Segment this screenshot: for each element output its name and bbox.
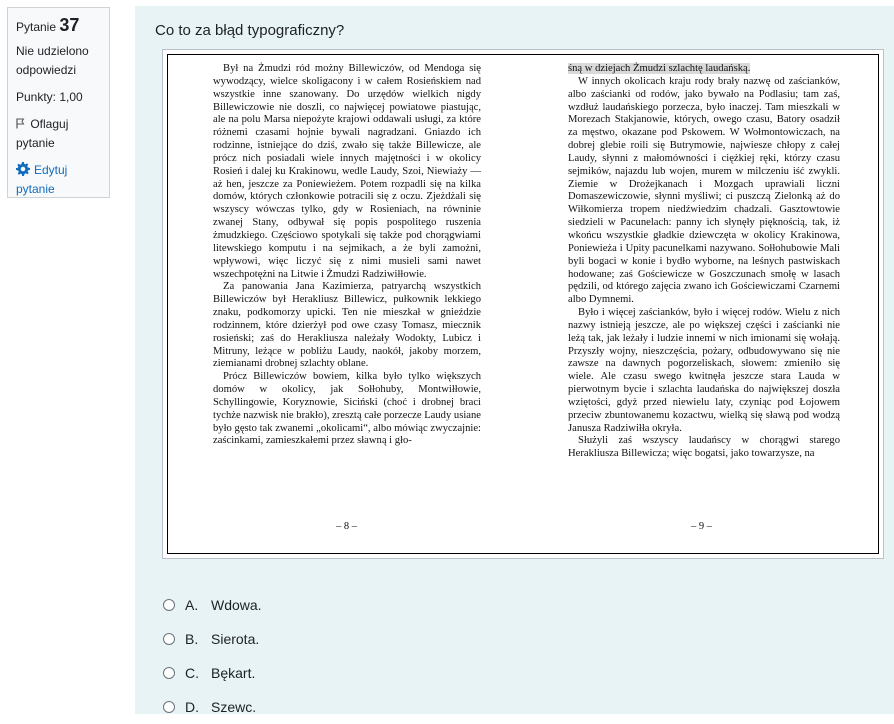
flag-label-line1: Oflaguj — [30, 117, 69, 131]
book-spread — [167, 54, 879, 554]
radio-icon[interactable] — [163, 633, 175, 645]
status-line1: Nie udzielono — [16, 44, 89, 58]
status-line2: odpowiedzi — [16, 63, 77, 77]
right-paragraph: Służyli zaś wszyscy laudańscy w chorągwi starego Herakliusza Billewicza; więc bogatsi, jako towarzysze, na — [568, 435, 840, 460]
left-page — [213, 63, 481, 448]
right-paragraph: W innych okolicach kraju rody brały nazwę od zaścianków, albo zaścianki od rodów, jako bywało na Podlasiu; tam zaś, wzdłuż laudańskiego porzecza, było inaczej. Tam mieszkali w Morezach Stakjanowie, których, owego czasu, Batory osadził za męstwo, okazane pod Pskowem. W Wołmontowiczach, na dobrej glebie roili się Butrymowie, najwiesze chłopy z całej Laudy, słynni z małomówności i ciężkiej ręki, którzy czasu sejmików, najazdu lub wojen, murem w milczeniu iść zwykli. Ziemie w Drożejkanach i Mozgach uprawiali liczni Domaszewiczowie, słynni myśliwi; ci puszczą Zielonką aż do Wiłkomierza tropem niedźwiedzim chadzali. Gasztowtowie siedzieli w Pacunelach: panny ich słynęły pięknością, tak, iż wkońcu wszystkie gładkie dziewczęta w okolicy Krakinowa, Poniewieża i Upity pacunelkami nazywano. Sołłohubowie Mali byli bogaci w konie i bydło wyborne, na leśnych pastwiskach hodowane; zaś Gościewicze w Goszczunach smołę w lasach pędzili, od którego zajęcia zwano ich Gościewiczami Czarnemi albo Dymnemi. — [568, 75, 840, 306]
answer-option-d[interactable] — [163, 690, 262, 724]
answer-text: Szewc. — [211, 699, 257, 715]
question-text: Co to za błąd typograficzny? — [155, 22, 345, 39]
answer-options — [163, 588, 262, 724]
answer-letter: C. — [185, 665, 199, 681]
edit-label-line2: pytanie — [16, 182, 55, 196]
answer-option-a[interactable] — [163, 588, 262, 622]
left-paragraph: Prócz Billewiczów bowiem, kilka było tylko większych domów w okolicy, jak Sołłohuby, Montwiłłowie, Schyllingowie, Koryznowie, Siciński (choć i drobnej braci tychże nazwisk nie brakło), zresztą całe porzecze Laudy usiane było gęsto tak zwanemi „okolicami“, albo mówiąc zwyczajnie: zaścinkami, zamieszkałemi przez sławną i gło- — [213, 371, 481, 447]
flag-icon — [16, 118, 25, 129]
right-page — [568, 63, 840, 461]
cog-icon — [16, 162, 30, 176]
question-number — [16, 15, 101, 36]
radio-icon[interactable] — [163, 599, 175, 611]
question-label: Pytanie — [16, 20, 57, 34]
edit-question-link[interactable] — [16, 161, 101, 199]
answer-text: Bękart. — [211, 665, 256, 681]
answer-text: Sierota. — [211, 631, 260, 647]
question-status — [16, 42, 101, 80]
answer-option-b[interactable] — [163, 622, 262, 656]
left-page-number: – 8 – — [336, 521, 357, 532]
highlighted-widow-line: śną w dziejach Żmudzi szlachtę laudańską. — [568, 63, 751, 74]
flag-label-line2: pytanie — [16, 136, 55, 150]
left-paragraph: Był na Żmudzi ród możny Billewiczów, od Mendoga się wywodzący, wielce skoligacony i w całem Rosieńskiem nad wszystkie inne szanowany. Do urzędów wielkich nigdy Billewiczowie nie doszli, co najwięcej powiatowe piastując, ale na polu Marsa niepożyte krajowi oddawali usługi, za które różnemi czasami hojnie bywali nagradzani. Gniazdo ich rodzinne, istniejące do dziś, zwało się także Billewicze, ale prócz nich posiadali wiele innych majętności i w okolicy Rosień i dalej ku Krakinowu, wedle Laudy, Szoi, Niewiaży — aż hen, jeszcze za Poniewieżem. Potem rozpadli się na kilka domów, których członkowie potracili się z oczu. Zjeżdżali się wszyscy wówczas tylko, gdy w Rosieniach, na równinie zwanej Stany, odbywał się popis pospolitego ruszenia żmudzkiego. Częściowo spotykali się także pod chorągwiami litewskiego komputu i na sejmikach, a że byli zamożni, wpływowi, więc liczyć się z nimi musieli sami nawet wszechpotężni na Litwie i Żmudzi Radziwiłłowie. — [213, 63, 481, 280]
answer-letter: A. — [185, 597, 199, 613]
question-info-panel — [7, 7, 110, 198]
answer-text: Wdowa. — [211, 597, 262, 613]
radio-icon[interactable] — [163, 701, 175, 713]
answer-letter: D. — [185, 699, 199, 715]
left-paragraph: Za panowania Jana Kazimierza, patryarchą wszystkich Billewiczów był Herakliusz Billewicz, pułkownik lekkiego znaku, podkomorzy upicki. Ten nie mieszkał w gnieździe rodzinnem, które dzierżył pod owe czasy Tomasz, miecznik rosieński; zaś do Herakliusza należały Wodokty, Lubicz i Mitruny, leżące w pobliżu Laudy, naokół, jakoby morzem, ziemianami drobnej szlachty oblane. — [213, 281, 481, 370]
question-points: Punkty: 1,00 — [16, 90, 83, 104]
question-number-value: 37 — [59, 15, 80, 35]
question-image — [162, 49, 884, 559]
answer-letter: B. — [185, 631, 199, 647]
radio-icon[interactable] — [163, 667, 175, 679]
question-content — [135, 6, 894, 714]
answer-option-c[interactable] — [163, 656, 262, 690]
flag-question-button[interactable] — [16, 115, 101, 153]
edit-label-line1: Edytuj — [34, 163, 68, 177]
right-paragraph: Było i więcej zaścianków, było i więcej rodów. Wielu z nich nazwy istnieją jeszcze, ale po większej części i zaścianki nie leżą tak, jak leżały i ludzie innemi w nich imionami się wołają. Przyszły wojny, nieszczęścia, pożary, odbudowywano się nie zawsze na dawnych pogorzeliskach, słowem: zmieniło się wiele. Ale czasu swego kwitnęła jeszcze stara Lauda w pierwotnym bycie i szlachta laudańska do największej doszła wziętości, gdyż przed niewielu laty, czyniąc pod Łojowem przeciw zbuntowanemu kozactwu, wielką się sławą pod wodzą Janusza Radziwiłła okryła. — [568, 307, 840, 434]
right-page-number: – 9 – — [691, 521, 712, 532]
